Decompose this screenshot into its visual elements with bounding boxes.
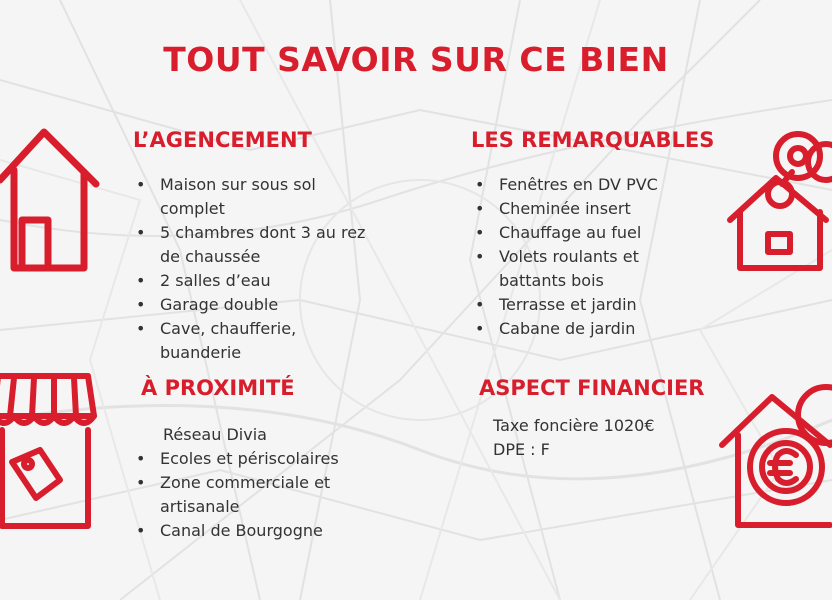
list-item: • Volets roulants et battants bois [473,245,703,293]
proximite-intro: Réseau Divia [163,425,267,444]
list-item: • Cheminée insert [473,197,703,221]
house-keys-icon [726,122,832,272]
list-item: • Chauffage au fuel [473,221,703,245]
list-item: • Fenêtres en DV PVC [473,173,703,197]
list-item: • Cave, chaufferie, buanderie [134,317,374,365]
financier-tax: Taxe foncière 1020€ [493,416,655,435]
shop-icon [0,370,102,530]
section-heading-remarquables: LES REMARQUABLES [471,128,715,152]
list-item: • 5 chambres dont 3 au rez de chaussée [134,221,374,269]
section-heading-proximite: À PROXIMITÉ [141,376,295,400]
financier-dpe: DPE : F [493,440,550,459]
remarquables-list [473,173,703,341]
house-icon [0,120,104,275]
list-item: • 2 salles d’eau [134,269,374,293]
list-item: • Terrasse et jardin [473,293,703,317]
list-item: • Ecoles et périscolaires [134,447,374,471]
list-item: • Garage double [134,293,374,317]
list-item: • Canal de Bourgogne [134,519,374,543]
section-heading-agencement: L’AGENCEMENT [133,128,312,152]
section-heading-financier: ASPECT FINANCIER [479,376,705,400]
list-item: • Zone commerciale et artisanale [134,471,374,519]
page-title: TOUT SAVOIR SUR CE BIEN [163,40,669,79]
proximite-list [134,447,374,543]
list-item: • Maison sur sous sol complet [134,173,374,221]
list-item: • Cabane de jardin [473,317,703,341]
agencement-list [134,173,374,365]
house-euro-icon [718,375,832,530]
